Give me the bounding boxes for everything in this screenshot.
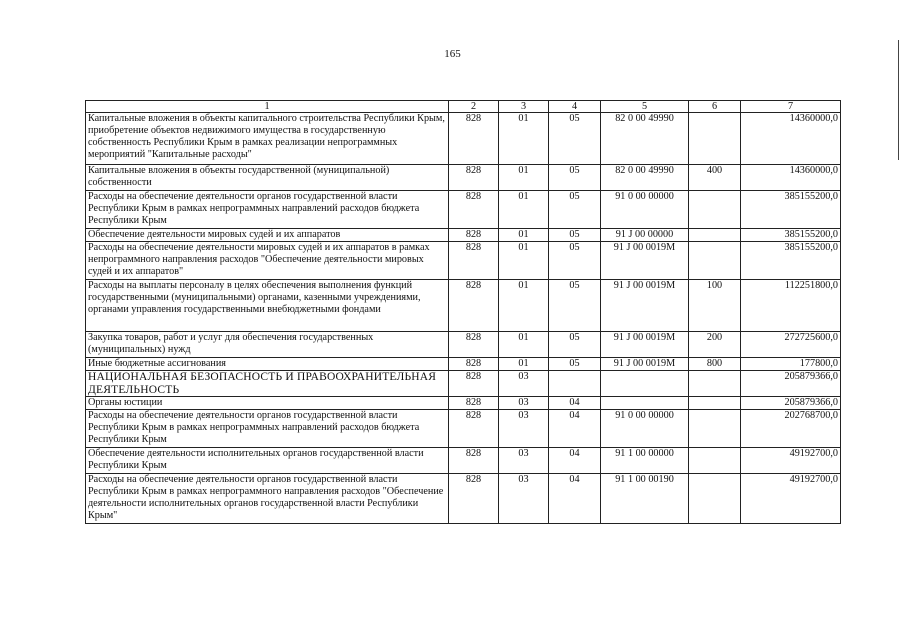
row-name-cell: Обеспечение деятельности мировых судей и их аппаратов xyxy=(86,229,449,242)
table-row xyxy=(86,191,841,229)
row-subsection-code: 04 xyxy=(549,474,601,524)
header-col-1: 1 xyxy=(86,101,449,113)
header-col-6: 6 xyxy=(689,101,741,113)
scan-edge-line xyxy=(898,40,899,160)
row-subsection-code: 05 xyxy=(549,191,601,229)
row-ministry-code: 828 xyxy=(449,242,499,280)
row-section-code: 01 xyxy=(499,242,549,280)
row-amount: 177800,0 xyxy=(741,358,841,371)
row-name-cell: Расходы на обеспечение деятельности органов государственной власти Республики Крым в рамках непрограммных направлений расходов бюджета Республики Крым xyxy=(86,410,449,448)
row-expense-type xyxy=(689,410,741,448)
row-section-code: 01 xyxy=(499,358,549,371)
row-name-cell: Капитальные вложения в объекты капитального строительства Республики Крым, приобретение объектов недвижимого имущества в государственную собственность Республики Крым в рамках реализации непрограммных мероприятий "Капитальные расходы" xyxy=(86,113,449,165)
row-amount: 202768700,0 xyxy=(741,410,841,448)
row-expense-type xyxy=(689,113,741,165)
row-target-article: 91 1 00 00000 xyxy=(601,448,689,474)
row-target-article: 91 0 00 00000 xyxy=(601,191,689,229)
row-ministry-code: 828 xyxy=(449,332,499,358)
row-section-code: 01 xyxy=(499,113,549,165)
table-body xyxy=(86,113,841,524)
page-number: 165 xyxy=(444,48,461,60)
row-name-cell: Расходы на обеспечение деятельности органов государственной власти Республики Крым в рамках непрограммных направлений расходов бюджета Республики Крым xyxy=(86,191,449,229)
row-target-article xyxy=(601,371,689,397)
row-target-article: 91 J 00 0019M xyxy=(601,280,689,332)
row-ministry-code: 828 xyxy=(449,165,499,191)
row-target-article: 91 J 00 0019M xyxy=(601,242,689,280)
row-target-article: 91 0 00 00000 xyxy=(601,410,689,448)
table-row xyxy=(86,113,841,165)
row-amount: 14360000,0 xyxy=(741,165,841,191)
row-target-article xyxy=(601,397,689,410)
row-ministry-code: 828 xyxy=(449,410,499,448)
row-subsection-code: 05 xyxy=(549,229,601,242)
row-ministry-code: 828 xyxy=(449,358,499,371)
row-name-cell: Органы юстиции xyxy=(86,397,449,410)
table-row xyxy=(86,242,841,280)
row-ministry-code: 828 xyxy=(449,397,499,410)
row-subsection-code: 05 xyxy=(549,332,601,358)
row-amount: 112251800,0 xyxy=(741,280,841,332)
row-amount: 385155200,0 xyxy=(741,242,841,280)
table-row xyxy=(86,474,841,524)
row-amount: 49192700,0 xyxy=(741,474,841,524)
row-ministry-code: 828 xyxy=(449,229,499,242)
table-row xyxy=(86,280,841,332)
table-row xyxy=(86,229,841,242)
row-ministry-code: 828 xyxy=(449,448,499,474)
row-subsection-code: 05 xyxy=(549,242,601,280)
row-name-cell: Капитальные вложения в объекты государственной (муниципальной) собственности xyxy=(86,165,449,191)
row-section-code: 03 xyxy=(499,448,549,474)
row-amount: 205879366,0 xyxy=(741,371,841,397)
row-expense-type xyxy=(689,397,741,410)
row-subsection-code: 05 xyxy=(549,280,601,332)
row-section-code: 01 xyxy=(499,280,549,332)
row-amount: 385155200,0 xyxy=(741,191,841,229)
row-expense-type xyxy=(689,242,741,280)
table-row xyxy=(86,397,841,410)
row-subsection-code xyxy=(549,371,601,397)
header-col-2: 2 xyxy=(449,101,499,113)
row-target-article: 91 J 00 0019M xyxy=(601,332,689,358)
row-expense-type: 800 xyxy=(689,358,741,371)
row-expense-type xyxy=(689,191,741,229)
row-expense-type xyxy=(689,371,741,397)
row-ministry-code: 828 xyxy=(449,371,499,397)
table-row xyxy=(86,165,841,191)
row-expense-type: 100 xyxy=(689,280,741,332)
row-target-article: 82 0 00 49990 xyxy=(601,165,689,191)
row-ministry-code: 828 xyxy=(449,474,499,524)
row-section-code: 03 xyxy=(499,410,549,448)
budget-table xyxy=(85,100,841,524)
row-ministry-code: 828 xyxy=(449,280,499,332)
header-col-7: 7 xyxy=(741,101,841,113)
row-subsection-code: 04 xyxy=(549,397,601,410)
row-subsection-code: 05 xyxy=(549,165,601,191)
row-expense-type: 400 xyxy=(689,165,741,191)
row-target-article: 91 J 00 0019M xyxy=(601,358,689,371)
row-expense-type xyxy=(689,229,741,242)
row-expense-type xyxy=(689,448,741,474)
row-subsection-code: 05 xyxy=(549,113,601,165)
row-amount: 14360000,0 xyxy=(741,113,841,165)
row-ministry-code: 828 xyxy=(449,113,499,165)
row-section-code: 03 xyxy=(499,397,549,410)
row-subsection-code: 04 xyxy=(549,410,601,448)
row-section-code: 01 xyxy=(499,332,549,358)
header-col-4: 4 xyxy=(549,101,601,113)
row-section-code: 01 xyxy=(499,165,549,191)
table-row xyxy=(86,410,841,448)
row-amount: 205879366,0 xyxy=(741,397,841,410)
row-name-cell: Расходы на обеспечение деятельности органов государственной власти Республики Крым в рамках непрограммного направления расходов "Обеспечение деятельности исполнительных органов государственной власти Республики Крым" xyxy=(86,474,449,524)
table-row xyxy=(86,371,841,397)
row-subsection-code: 04 xyxy=(549,448,601,474)
table-header-row xyxy=(86,101,841,113)
header-col-3: 3 xyxy=(499,101,549,113)
row-target-article: 91 1 00 00190 xyxy=(601,474,689,524)
table-row xyxy=(86,332,841,358)
header-col-5: 5 xyxy=(601,101,689,113)
row-target-article: 82 0 00 49990 xyxy=(601,113,689,165)
row-expense-type xyxy=(689,474,741,524)
row-amount: 385155200,0 xyxy=(741,229,841,242)
row-name-cell: Иные бюджетные ассигнования xyxy=(86,358,449,371)
row-amount: 49192700,0 xyxy=(741,448,841,474)
row-section-code: 03 xyxy=(499,474,549,524)
row-name-cell: НАЦИОНАЛЬНАЯ БЕЗОПАСНОСТЬ И ПРАВООХРАНИТЕЛЬНАЯ ДЕЯТЕЛЬНОСТЬ xyxy=(86,371,449,397)
row-target-article: 91 J 00 00000 xyxy=(601,229,689,242)
row-name-cell: Расходы на выплаты персоналу в целях обеспечения выполнения функций государственными (муниципальными) органами, казенными учреждениями, органами управления государственными внебюджетными фондами xyxy=(86,280,449,332)
row-name-cell: Закупка товаров, работ и услуг для обеспечения государственных (муниципальных) нужд xyxy=(86,332,449,358)
row-subsection-code: 05 xyxy=(549,358,601,371)
table-row xyxy=(86,448,841,474)
row-name-cell: Обеспечение деятельности исполнительных органов государственной власти Республики Крым xyxy=(86,448,449,474)
row-expense-type: 200 xyxy=(689,332,741,358)
row-name-cell: Расходы на обеспечение деятельности мировых судей и их аппаратов в рамках непрограммного направления расходов "Обеспечение деятельности мировых судей и их аппаратов" xyxy=(86,242,449,280)
row-section-code: 03 xyxy=(499,371,549,397)
row-amount: 272725600,0 xyxy=(741,332,841,358)
row-section-code: 01 xyxy=(499,191,549,229)
row-ministry-code: 828 xyxy=(449,191,499,229)
row-section-code: 01 xyxy=(499,229,549,242)
table-row xyxy=(86,358,841,371)
